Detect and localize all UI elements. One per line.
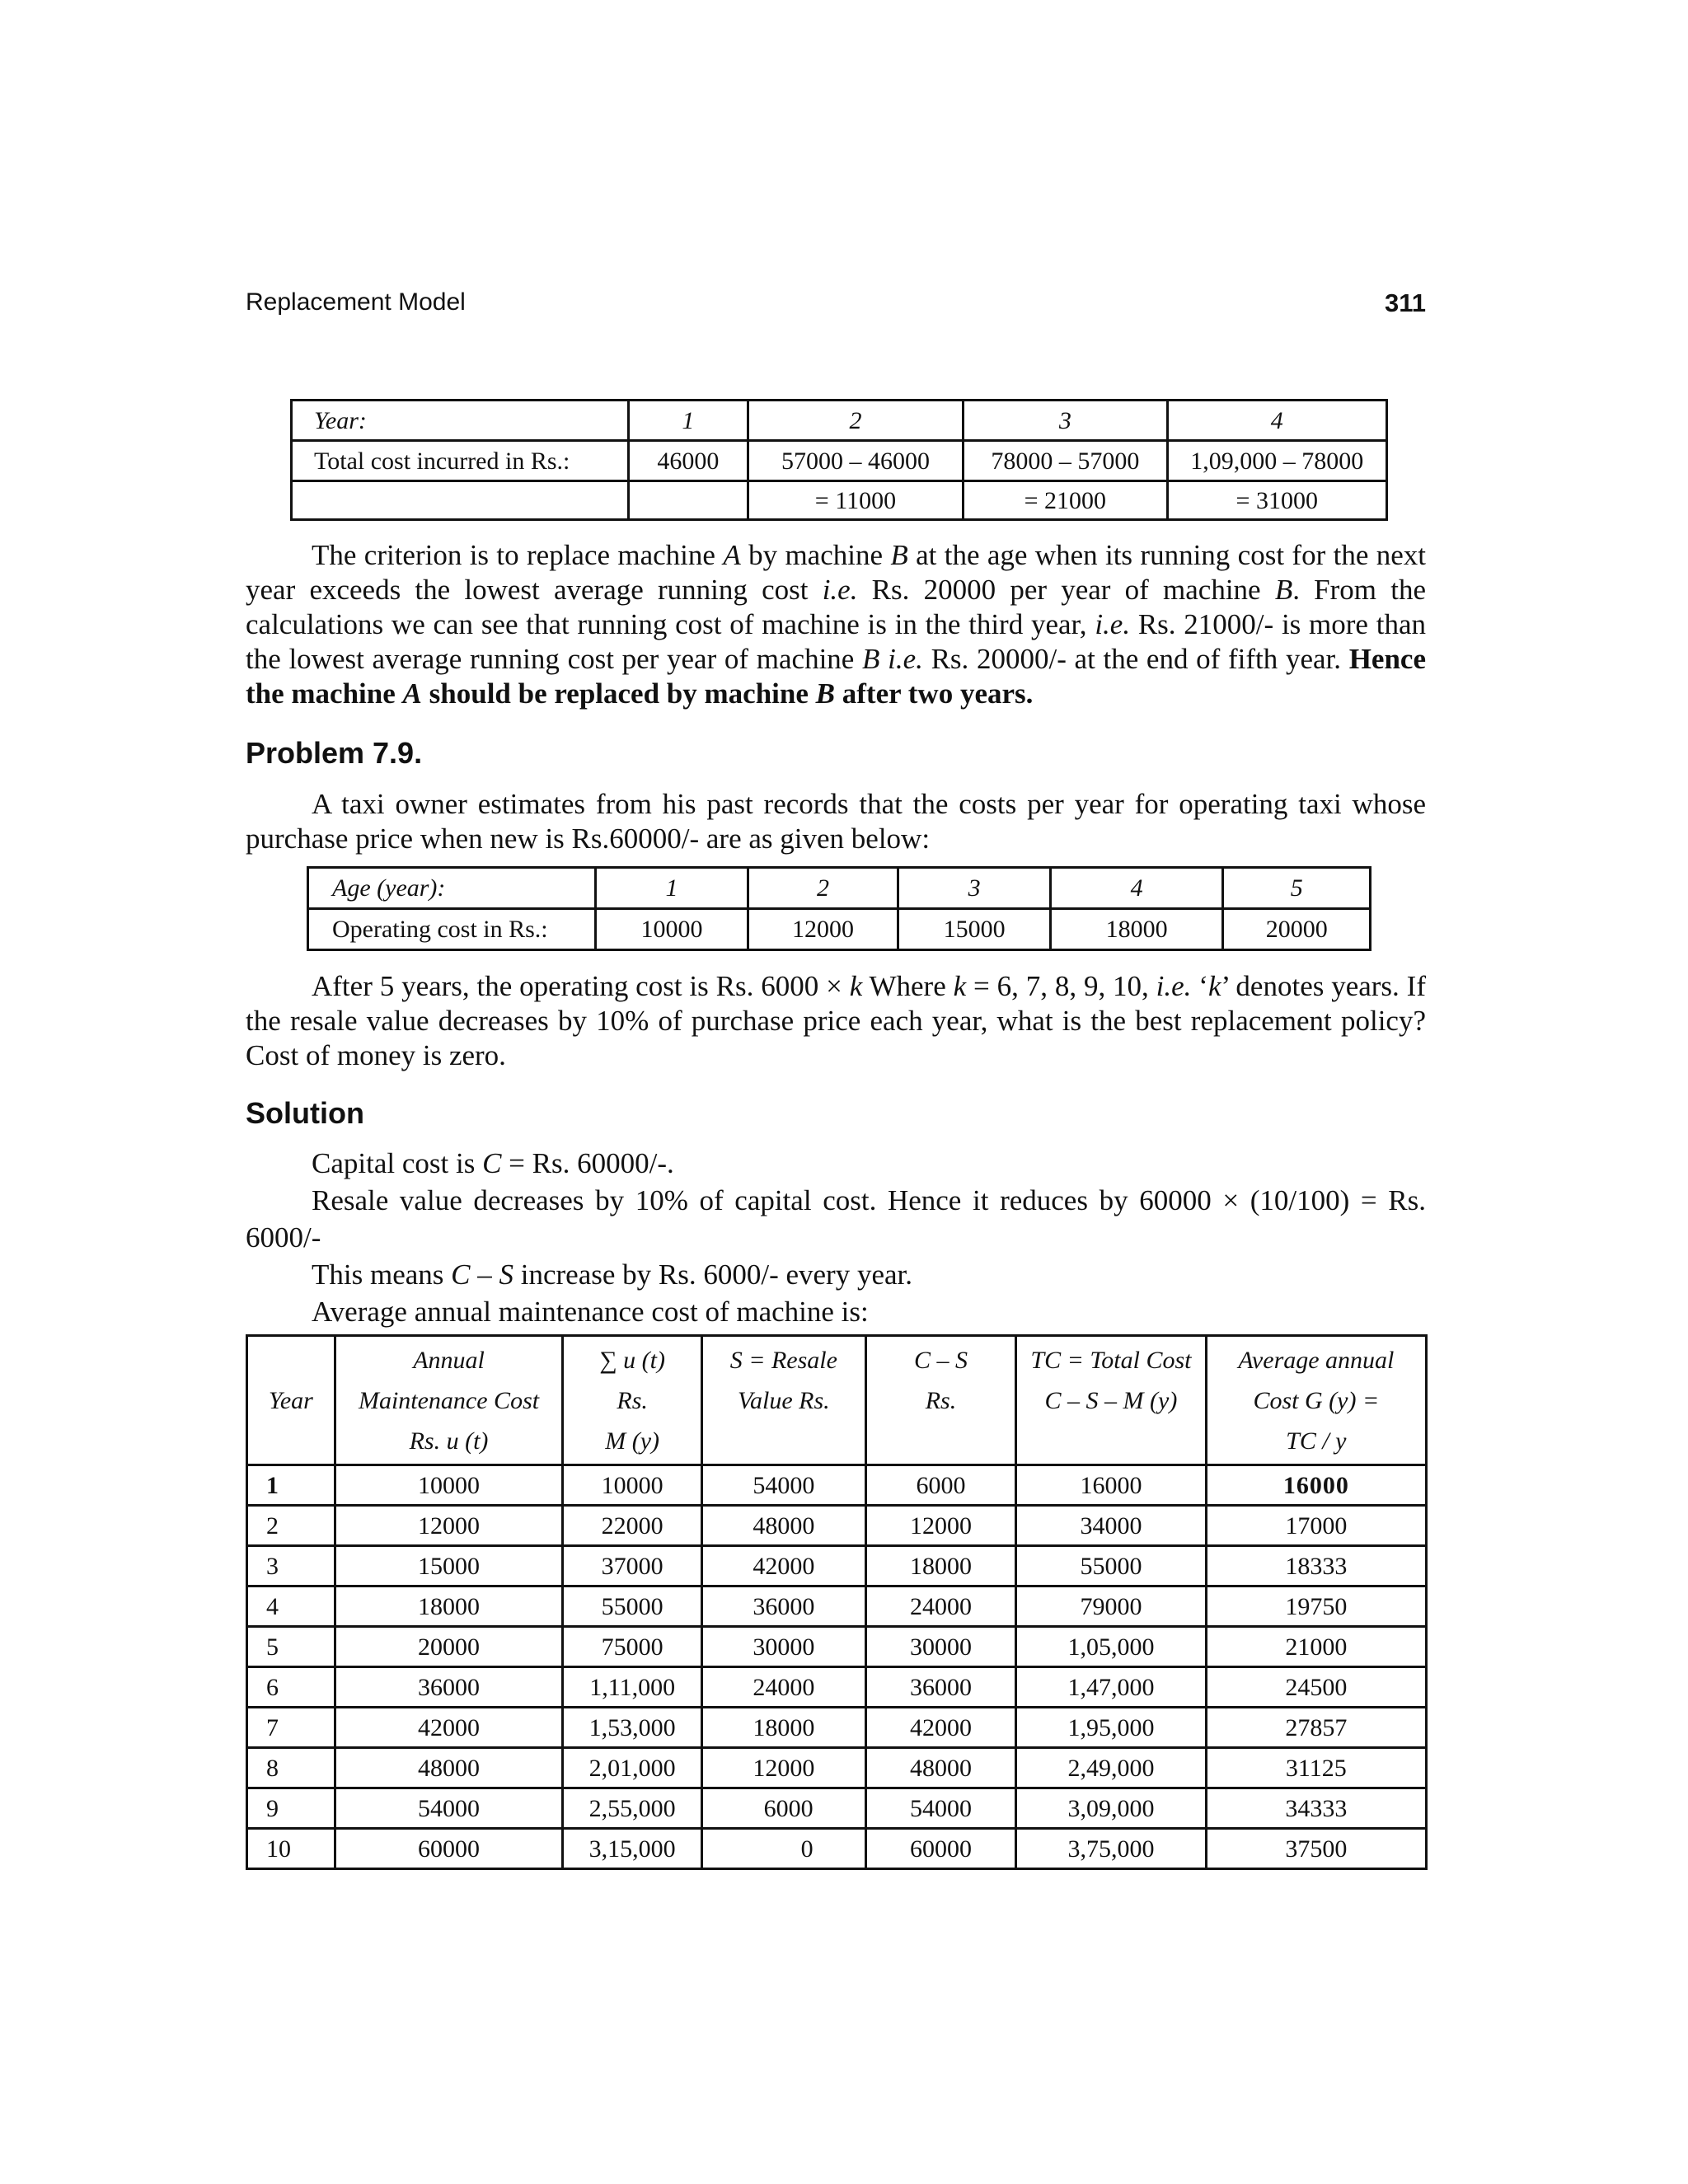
column-header: C – S Rs. [865, 1336, 1016, 1465]
table-cell: 54000 [335, 1788, 562, 1829]
table-cell: 3,15,000 [563, 1829, 702, 1869]
table-header-row [247, 1336, 1427, 1465]
table-cell: 27857 [1206, 1708, 1426, 1748]
table-cell: 18333 [1206, 1546, 1426, 1586]
table-cell: 34333 [1206, 1788, 1426, 1829]
table-cell: 78000 – 57000 [964, 441, 1167, 481]
table-cell: 17000 [1206, 1506, 1426, 1546]
table-cell: Operating cost in Rs.: [308, 909, 596, 950]
page-header [246, 288, 1426, 330]
table-cell: 75000 [563, 1627, 702, 1667]
table-row [247, 1708, 1427, 1748]
table-cell: = 21000 [964, 481, 1167, 520]
table-cell: 34000 [1016, 1506, 1206, 1546]
table-cell: 5 [247, 1627, 335, 1667]
table-cell: 15000 [335, 1546, 562, 1586]
operating-cost-table [307, 866, 1372, 951]
table-cell [292, 481, 629, 520]
table-cell: 55000 [1016, 1546, 1206, 1586]
table-cell: 12000 [702, 1748, 866, 1788]
table-cell: 36000 [865, 1667, 1016, 1708]
table-cell: 55000 [563, 1586, 702, 1627]
table-cell: 2,55,000 [563, 1788, 702, 1829]
table-cell: 1 [247, 1465, 335, 1506]
problem-heading: Problem 7.9. [246, 736, 423, 770]
table-cell: 10 [247, 1829, 335, 1869]
table-cell: Year: [292, 401, 629, 441]
table-cell: 16000 [1016, 1465, 1206, 1506]
table-cell: 36000 [335, 1667, 562, 1708]
table-row [247, 1465, 1427, 1506]
table-cell: 46000 [629, 441, 748, 481]
total-cost-table [290, 399, 1388, 521]
table-cell: 18000 [335, 1586, 562, 1627]
table-cell: 3,09,000 [1016, 1788, 1206, 1829]
table-cell: 18000 [1050, 909, 1222, 950]
after-text: After 5 years, the operating cost is Rs. 6000 × k Where k = 6, 7, 8, 9, 10, i.e. ‘k’ denotes years. If the resale value decreases by 10% of purchase price each year, what is the best replacement policy? Cost of money is zero. [246, 970, 1426, 1071]
table-cell: 9 [247, 1788, 335, 1829]
table-cell: 31125 [1206, 1748, 1426, 1788]
resale-line: Resale value decreases by 10% of capital cost. Hence it reduces by 60000 × (10/100) = Rs. 6000/- [246, 1184, 1426, 1254]
table-cell: 54000 [702, 1465, 866, 1506]
table-row [247, 1627, 1427, 1667]
table-cell: Age (year): [308, 868, 596, 909]
table-cell: 3 [898, 868, 1051, 909]
table-cell: 6 [247, 1667, 335, 1708]
table-cell: 1 [629, 401, 748, 441]
table-cell: 2 [748, 868, 898, 909]
table-cell: 1 [596, 868, 748, 909]
table-cell: 30000 [702, 1627, 866, 1667]
table-cell: 79000 [1016, 1586, 1206, 1627]
table-cell: 1,95,000 [1016, 1708, 1206, 1748]
table-cell: 4 [247, 1586, 335, 1627]
table-cell: 12000 [748, 909, 898, 950]
table-cell: 1,47,000 [1016, 1667, 1206, 1708]
table-cell: 30000 [865, 1627, 1016, 1667]
column-header: TC = Total Cost C – S – M (y) [1016, 1336, 1206, 1465]
table-cell: 57000 – 46000 [748, 441, 963, 481]
table-cell: 42000 [865, 1708, 1016, 1748]
column-header: Average annual Cost G (y) = TC / y [1206, 1336, 1426, 1465]
page-number: 311 [1384, 288, 1426, 317]
table-cell: 48000 [702, 1506, 866, 1546]
problem-paragraph [246, 787, 1426, 856]
table-cell: 37500 [1206, 1829, 1426, 1869]
table-cell: 54000 [865, 1788, 1016, 1829]
table-cell: 20000 [1223, 909, 1371, 950]
table-cell: 10000 [335, 1465, 562, 1506]
table-row [247, 1586, 1427, 1627]
table-cell: 10000 [563, 1465, 702, 1506]
criterion-text: The criterion is to replace machine A by machine B at the age when its running cost for the next year exceeds the lowest average running cost i.e. Rs. 20000 per year of machine B. From the calculations we can see that running cost of machine is in the third year, i.e. Rs. 21000/- is more than the lowest average running cost per year of machine B i.e. Rs. 20000/- at the end of fifth year. Hence the machine A should be replaced by machine B after two years. [246, 539, 1426, 710]
table-cell: 18000 [702, 1708, 866, 1748]
table-cell: 19750 [1206, 1586, 1426, 1627]
replacement-calculation-table [246, 1334, 1428, 1870]
table-cell: 2 [748, 401, 963, 441]
table-cell: 37000 [563, 1546, 702, 1586]
table-cell: 7 [247, 1708, 335, 1748]
table-cell: 12000 [865, 1506, 1016, 1546]
table-row [247, 1667, 1427, 1708]
table-row [247, 1546, 1427, 1586]
table-cell-minimum: 16000 [1206, 1465, 1426, 1506]
solution-paragraphs [246, 1145, 1426, 1330]
table-cell: 1,09,000 – 78000 [1167, 441, 1386, 481]
table-cell: 3 [247, 1546, 335, 1586]
table-cell: 20000 [335, 1627, 562, 1667]
capital-cost-line: Capital cost is C = Rs. 60000/-. [312, 1147, 674, 1179]
table-cell: 6000 [865, 1465, 1016, 1506]
table-cell: 8 [247, 1748, 335, 1788]
table-cell: 2,01,000 [563, 1748, 702, 1788]
table-cell: 60000 [335, 1829, 562, 1869]
average-cost-line: Average annual maintenance cost of machine is: [312, 1296, 869, 1328]
cs-increase-line: This means C – S increase by Rs. 6000/- every year. [312, 1258, 913, 1291]
after-paragraph [246, 969, 1426, 1073]
table-cell: 3,75,000 [1016, 1829, 1206, 1869]
table-cell: 10000 [596, 909, 748, 950]
table-cell: 3 [964, 401, 1167, 441]
table-row [247, 1748, 1427, 1788]
column-header: Year [247, 1336, 335, 1465]
table-cell: 60000 [865, 1829, 1016, 1869]
table-cell: 36000 [702, 1586, 866, 1627]
table-cell: 4 [1167, 401, 1386, 441]
table-cell: 12000 [335, 1506, 562, 1546]
table-cell: 42000 [335, 1708, 562, 1748]
table-cell: 15000 [898, 909, 1051, 950]
table-cell: 2 [247, 1506, 335, 1546]
column-header: Annual Maintenance Cost Rs. u (t) [335, 1336, 562, 1465]
table-row [247, 1829, 1427, 1869]
table-cell: 21000 [1206, 1627, 1426, 1667]
table-cell: 22000 [563, 1506, 702, 1546]
column-header: ∑ u (t) Rs. M (y) [563, 1336, 702, 1465]
problem-text: A taxi owner estimates from his past records that the costs per year for operating taxi whose purchase price when new is Rs.60000/- are as given below: [246, 788, 1426, 855]
table-cell: = 11000 [748, 481, 963, 520]
criterion-paragraph [246, 538, 1426, 711]
table-cell: 48000 [335, 1748, 562, 1788]
running-title: Replacement Model [246, 288, 466, 316]
table-row [247, 1788, 1427, 1829]
table-cell: 5 [1223, 868, 1371, 909]
table-cell: 24000 [702, 1667, 866, 1708]
table-cell: Total cost incurred in Rs.: [292, 441, 629, 481]
table-cell: 2,49,000 [1016, 1748, 1206, 1788]
table-row [247, 1506, 1427, 1546]
table-cell: 4 [1050, 868, 1222, 909]
table-cell: 24500 [1206, 1667, 1426, 1708]
table-cell: = 31000 [1167, 481, 1386, 520]
table-cell [629, 481, 748, 520]
table-cell: 18000 [865, 1546, 1016, 1586]
table-cell: 1,05,000 [1016, 1627, 1206, 1667]
solution-heading: Solution [246, 1096, 364, 1130]
table-cell: 24000 [865, 1586, 1016, 1627]
table-cell: 1,11,000 [563, 1667, 702, 1708]
table-cell: 1,53,000 [563, 1708, 702, 1748]
column-header: S = Resale Value Rs. [702, 1336, 866, 1465]
table-cell: 0 [702, 1829, 866, 1869]
table-cell: 48000 [865, 1748, 1016, 1788]
table-cell: 6000 [702, 1788, 866, 1829]
table-cell: 42000 [702, 1546, 866, 1586]
